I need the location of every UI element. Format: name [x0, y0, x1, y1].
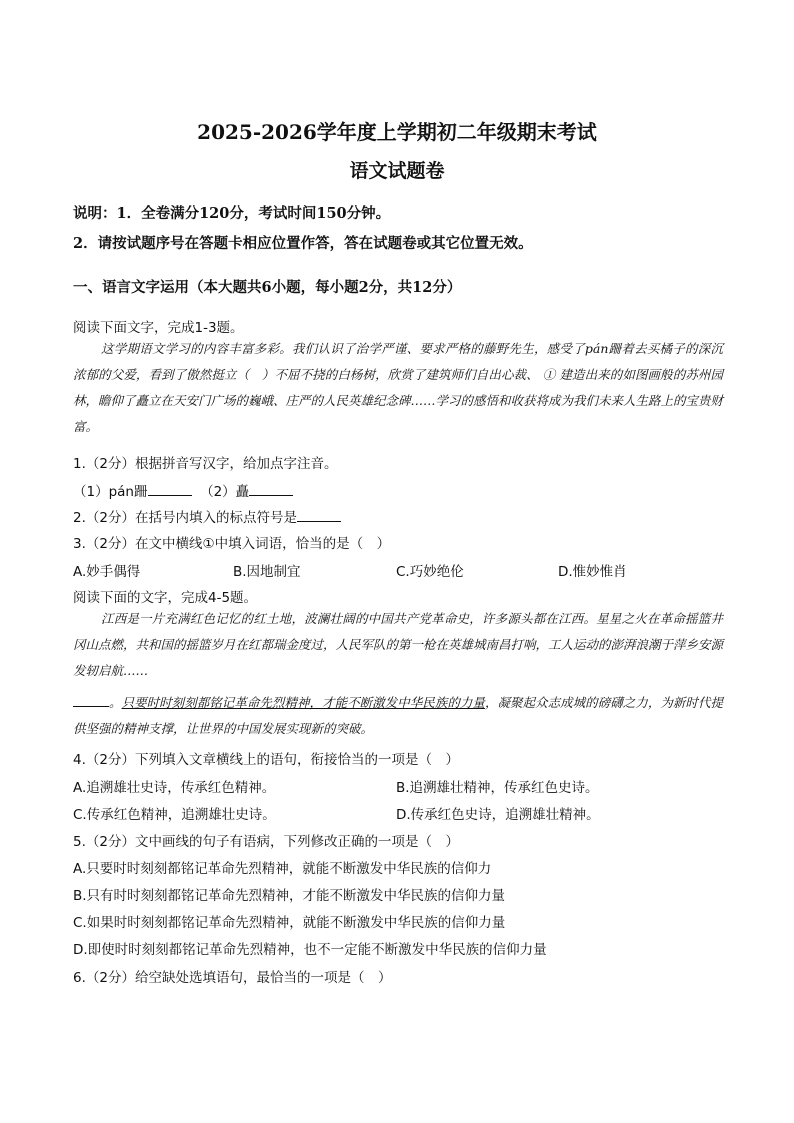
- q3-option-c[interactable]: C.巧妙绝伦: [396, 564, 464, 580]
- question-6: 6.（2分）给空缺处选填语句，最恰当的一项是（ ）: [73, 970, 392, 986]
- passage-2-tail: ，凝聚起众志成城的磅礴之力，为新时代提供坚强的精神支撑，让世界的中国发展实现新的突破。: [73, 695, 723, 736]
- passage-2-period: 。: [109, 695, 122, 710]
- passage-blank: [73, 694, 109, 707]
- q5-option-b[interactable]: B.只有时时刻刻都铭记革命先烈精神，才能不断激发中华民族的信仰力量: [73, 888, 506, 904]
- answer-blank-1a[interactable]: [148, 483, 192, 496]
- q5-option-a[interactable]: A.只要时时刻刻都铭记革命先烈精神，就能不断激发中华民族的信仰力: [73, 861, 492, 877]
- question-1: 1.（2分）根据拼音写汉字，给加点字注音。: [73, 456, 338, 472]
- passage-1: 这学期语文学习的内容丰富多彩。我们认识了治学严谨、要求严格的藤野先生，感受了pán跚着去买橘子的深沉浓郁的父爱，看到了傲然挺立（ ）不屈不挠的白杨树，欣赏了建筑师们自出心裁、 ① 建造出来的如图画般的苏州园林，瞻仰了矗立在天安门广场的巍峨、庄严的人民英雄纪念碑……学习的感悟和收获将成为我们未来人生路上的宝贵财富。: [73, 341, 724, 434]
- q3-option-d[interactable]: D.惟妙惟肖: [558, 564, 627, 580]
- q3-option-b[interactable]: B.因地制宜: [233, 564, 301, 580]
- section-heading: 一、语言文字运用（本大题共6小题，每小题2分，共12分）: [73, 279, 462, 296]
- passage-2: 江西是一片充满红色记忆的红土地，波澜壮阔的中国共产党革命史，许多源头都在江西。星星之火在革命摇篮井冈山点燃，共和国的摇篮岁月在红都瑞金度过，人民军队的第一枪在英雄城南昌打响，工人运动的澎湃浪潮于萍乡安源发轫启航……: [73, 611, 724, 678]
- reading-intro-2: 阅读下面的文字，完成4-5题。: [73, 590, 258, 606]
- q4-option-a[interactable]: A.追溯雄壮史诗，传承红色精神。: [73, 780, 276, 796]
- answer-blank-2[interactable]: [297, 509, 341, 522]
- instruction-note-1: 说明：1．全卷满分120分，考试时间150分钟。: [73, 205, 391, 222]
- instruction-note-2: 2．请按试题序号在答题卡相应位置作答，答在试题卷或其它位置无效。: [73, 235, 533, 252]
- passage-2-continued: [73, 690, 723, 742]
- q4-option-c[interactable]: C.传承红色精神，追溯雄壮史诗。: [73, 807, 276, 823]
- q5-option-c[interactable]: C.如果时时刻刻都铭记革命先烈精神，就能不断激发中华民族的信仰力量: [73, 915, 506, 931]
- question-1-part-a: （1）pán跚: [73, 484, 148, 500]
- answer-blank-1b[interactable]: [249, 483, 293, 496]
- reading-intro-1: 阅读下面文字，完成1-3题。: [73, 320, 244, 336]
- question-4: 4.（2分）下列填入文章横线上的语句，衔接恰当的一项是（ ）: [73, 752, 459, 768]
- q4-option-d[interactable]: D.传承红色史诗，追溯雄壮精神。: [396, 807, 600, 823]
- exam-subtitle: 语文试题卷: [349, 160, 445, 182]
- question-5: 5.（2分）文中画线的句子有语病，下列修改正确的一项是（ ）: [73, 834, 459, 850]
- q5-option-d[interactable]: D.即使时时刻刻都铭记革命先烈精神，也不一定能不断激发中华民族的信仰力量: [73, 942, 547, 958]
- exam-title: 2025-2026学年度上学期初二年级期末考试: [197, 120, 597, 144]
- q3-option-a[interactable]: A.妙手偶得: [73, 564, 141, 580]
- underlined-sentence: 只要时时刻刻都铭记革命先烈精神，才能不断激发中华民族的力量: [121, 695, 485, 710]
- q4-option-b[interactable]: B.追溯雄壮精神，传承红色史诗。: [396, 780, 599, 796]
- question-1-part-b: （2）矗: [200, 484, 250, 500]
- question-1-parts: [73, 480, 293, 500]
- question-2-line: [73, 506, 341, 526]
- question-2: 2.（2分）在括号内填入的标点符号是: [73, 510, 297, 526]
- question-3: 3.（2分）在文中横线①中填入词语，恰当的是（ ）: [73, 536, 391, 552]
